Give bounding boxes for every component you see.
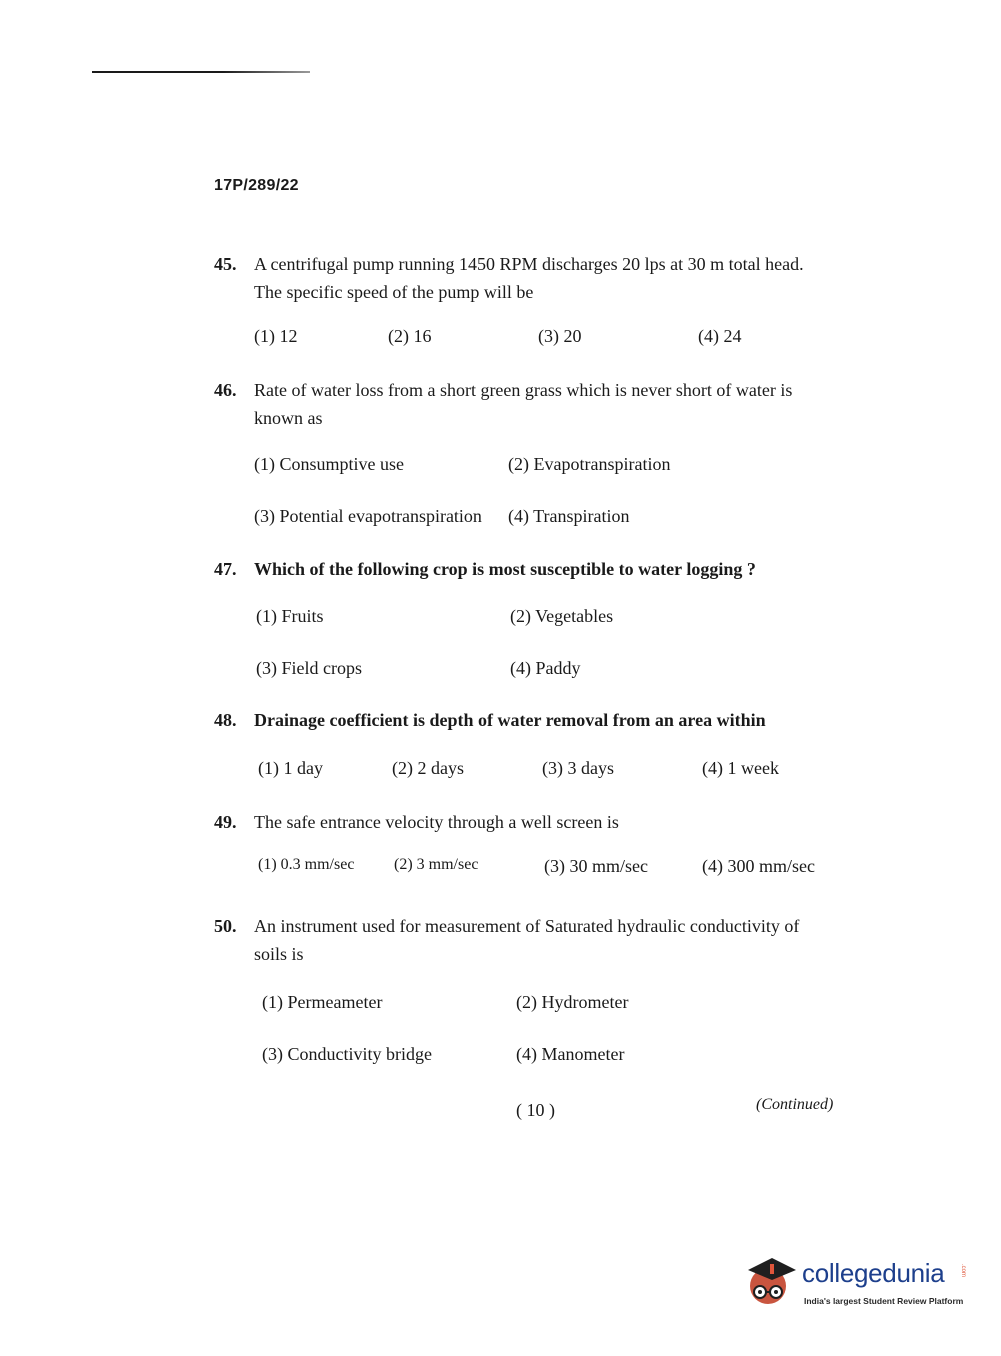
question-number: 47. xyxy=(214,559,237,579)
options-47-row1 xyxy=(256,606,776,630)
question-number: 48. xyxy=(214,710,237,730)
options-46-row1 xyxy=(254,454,774,478)
collegedunia-logo xyxy=(742,1250,972,1310)
option-2: (2) Evapotranspiration xyxy=(508,454,671,474)
continued-label: (Continued) xyxy=(756,1096,834,1113)
question-50 xyxy=(214,912,834,968)
paper-code: 17P/289/22 xyxy=(214,177,299,194)
option-2: (2) Vegetables xyxy=(510,606,614,626)
option-1: (1) 12 xyxy=(254,326,298,346)
option-1: (1) Permeameter xyxy=(262,992,383,1012)
option-4: (4) 300 mm/sec xyxy=(702,856,815,876)
question-46 xyxy=(214,376,834,432)
logo-wordmark: collegedunia xyxy=(802,1258,945,1288)
question-text: Rate of water loss from a short green grass which is never short of water is known as xyxy=(254,380,793,428)
question-number: 46. xyxy=(214,380,237,400)
question-49 xyxy=(214,808,834,836)
question-48 xyxy=(214,706,834,734)
option-4: (4) 24 xyxy=(698,326,742,346)
option-2: (2) 16 xyxy=(388,326,432,346)
question-text: Which of the following crop is most susceptible to water logging ? xyxy=(254,559,756,579)
option-3: (3) 3 days xyxy=(542,758,614,778)
option-3: (3) 20 xyxy=(538,326,582,346)
option-1: (1) Consumptive use xyxy=(254,454,404,474)
options-50-row2 xyxy=(262,1044,782,1068)
question-text: A centrifugal pump running 1450 RPM discharges 20 lps at 30 m total head. The specific speed of the pump will be xyxy=(254,254,804,302)
question-text: The safe entrance velocity through a well screen is xyxy=(254,812,619,832)
option-3: (3) 30 mm/sec xyxy=(544,856,648,876)
option-4: (4) Paddy xyxy=(510,658,581,678)
question-text: An instrument used for measurement of Saturated hydraulic conductivity of soils is xyxy=(254,916,800,964)
option-4: (4) Manometer xyxy=(516,1044,625,1064)
page-number: ( 10 ) xyxy=(516,1100,555,1120)
question-47 xyxy=(214,555,834,583)
option-2: (2) Hydrometer xyxy=(516,992,629,1012)
option-4: (4) Transpiration xyxy=(508,506,630,526)
options-50-row1 xyxy=(262,992,782,1016)
option-4: (4) 1 week xyxy=(702,758,779,778)
mascot-icon xyxy=(742,1250,800,1310)
question-45 xyxy=(214,250,834,306)
logo-tagline: India's largest Student Review Platform xyxy=(804,1296,964,1306)
option-3: (3) Field crops xyxy=(256,658,362,678)
scan-rule-line xyxy=(92,71,310,73)
question-number: 50. xyxy=(214,916,237,936)
option-1: (1) Fruits xyxy=(256,606,324,626)
question-number: 45. xyxy=(214,254,237,274)
option-2: (2) 3 mm/sec xyxy=(394,856,479,873)
options-47-row2 xyxy=(256,658,776,682)
option-3: (3) Potential evapotranspiration xyxy=(254,506,482,526)
option-1: (1) 1 day xyxy=(258,758,323,778)
question-number: 49. xyxy=(214,812,237,832)
options-46-row2 xyxy=(254,506,774,530)
option-1: (1) 0.3 mm/sec xyxy=(258,856,355,873)
question-text: Drainage coefficient is depth of water removal from an area within xyxy=(254,710,766,730)
logo-suffix: .com xyxy=(960,1264,966,1278)
option-2: (2) 2 days xyxy=(392,758,464,778)
option-3: (3) Conductivity bridge xyxy=(262,1044,432,1064)
